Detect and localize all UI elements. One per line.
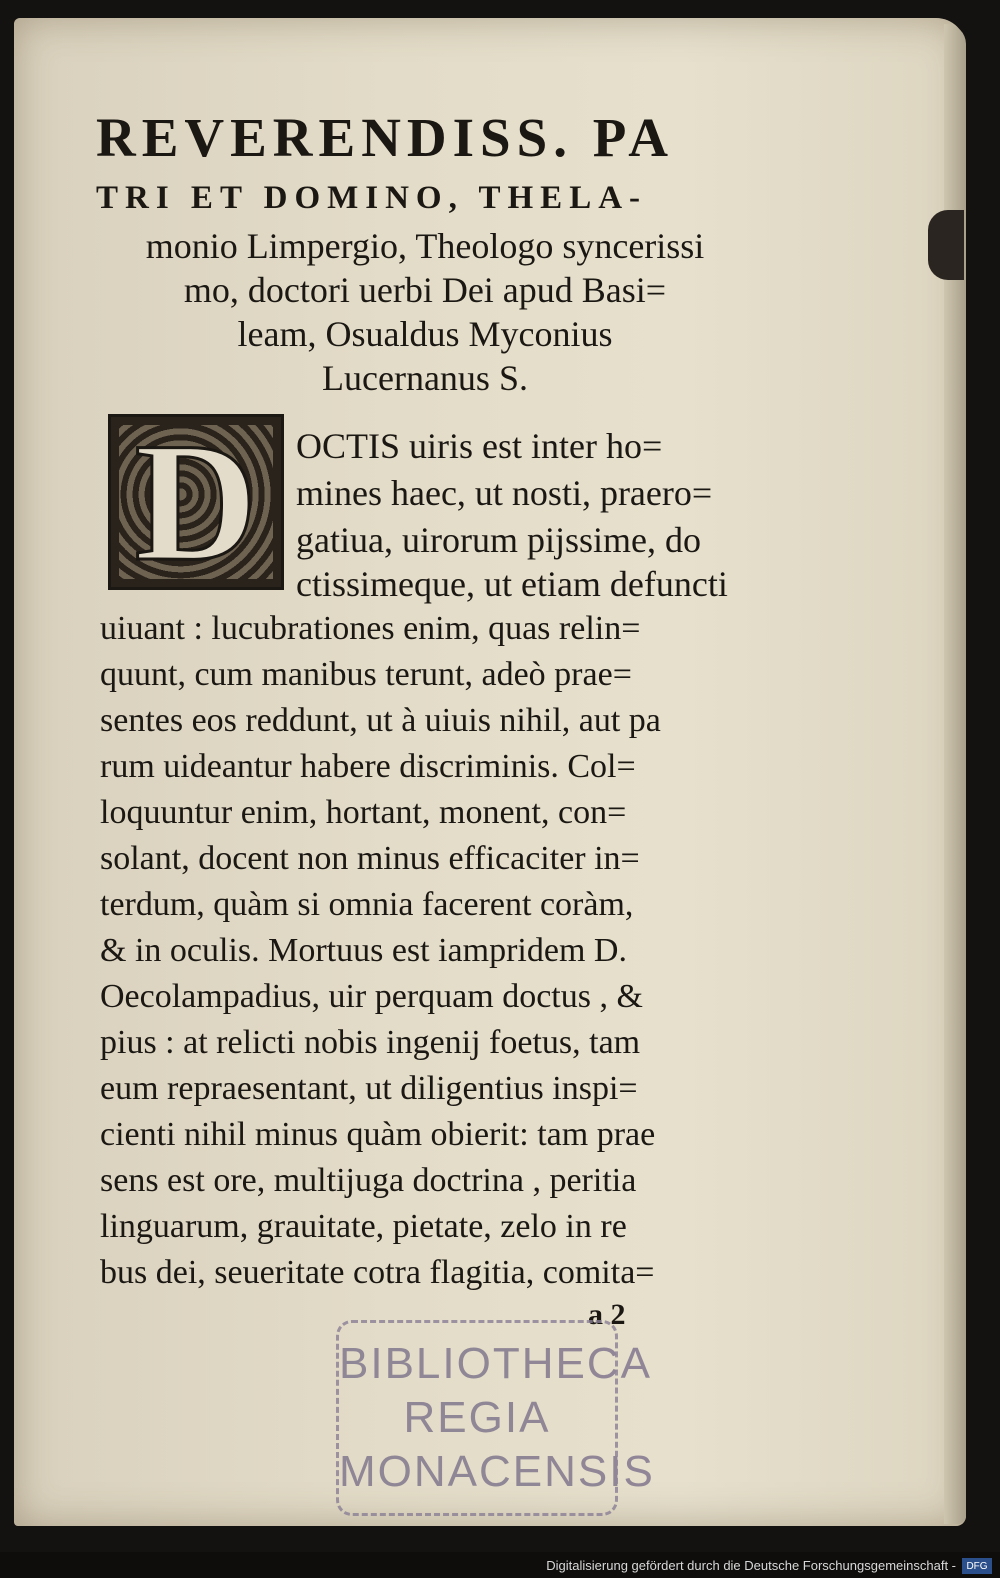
body-line: bus dei, seueritate cotra flagitia, comita= [100,1254,655,1291]
footer-text: Digitalisierung gefördert durch die Deutsche Forschungsgemeinschaft - [546,1558,956,1573]
heading-line-4: mo, doctori uerbi Dei apud Basi= [183,270,667,310]
heading-line-1: REVERENDISS. PA [96,107,674,168]
decorated-initial [108,414,284,590]
body-line: quunt, cum manibus terunt, adeò prae= [100,656,632,693]
body-line: Oecolampadius, uir perquam doctus , & [100,978,643,1015]
heading-line-3: monio Limpergio, Theologo syncerissi [145,226,705,266]
body-line: mines haec, ut nosti, praero= [296,473,713,513]
body-line: uiuant : lucubrationes enim, quas relin= [100,610,641,647]
body-line: gatiua, uirorum pijssime, do [296,520,701,560]
body-line: sentes eos reddunt, ut à uiuis nihil, aut pa [100,702,661,739]
stamp-line: REGIA [403,1393,551,1442]
library-stamp [336,1320,655,1516]
heading-line-5: leam, Osualdus Myconius [237,314,613,354]
body-line: pius : at relicti nobis ingenij foetus, tam [100,1024,641,1061]
body-line: OCTIS uiris est inter ho= [296,426,663,466]
initial-letter: D [134,414,258,590]
footer-bar [0,1552,1000,1578]
body-line: cienti nihil minus quàm obierit: tam prae [100,1116,656,1153]
body-line: sens est ore, multijuga doctrina , peritia [100,1162,637,1199]
body-line: loquuntur enim, hortant, monent, con= [100,794,627,831]
page-tab [928,210,964,280]
body-line: ctissimeque, ut etiam defuncti [296,564,728,604]
heading-line-2: TRI ET DOMINO, THELA- [96,180,648,216]
body-line: eum repraesentant, ut diligentius inspi= [100,1070,638,1107]
dfg-logo: DFG [962,1558,992,1574]
body-line: & in oculis. Mortuus est iampridem D. [100,932,627,969]
body-line: linguarum, grauitate, pietate, zelo in re [100,1208,627,1245]
stamp-line: BIBLIOTHECA [339,1339,652,1388]
body-line: solant, docent non minus efficaciter in= [100,840,640,877]
body-line: terdum, quàm si omnia facerent coràm, [100,886,634,923]
heading-line-6: Lucernanus S. [322,358,528,398]
stamp-line: MONACENSIS [339,1447,655,1496]
signature-mark: a 2 [588,1298,626,1331]
body-line: rum uideantur habere discriminis. Col= [100,748,636,785]
